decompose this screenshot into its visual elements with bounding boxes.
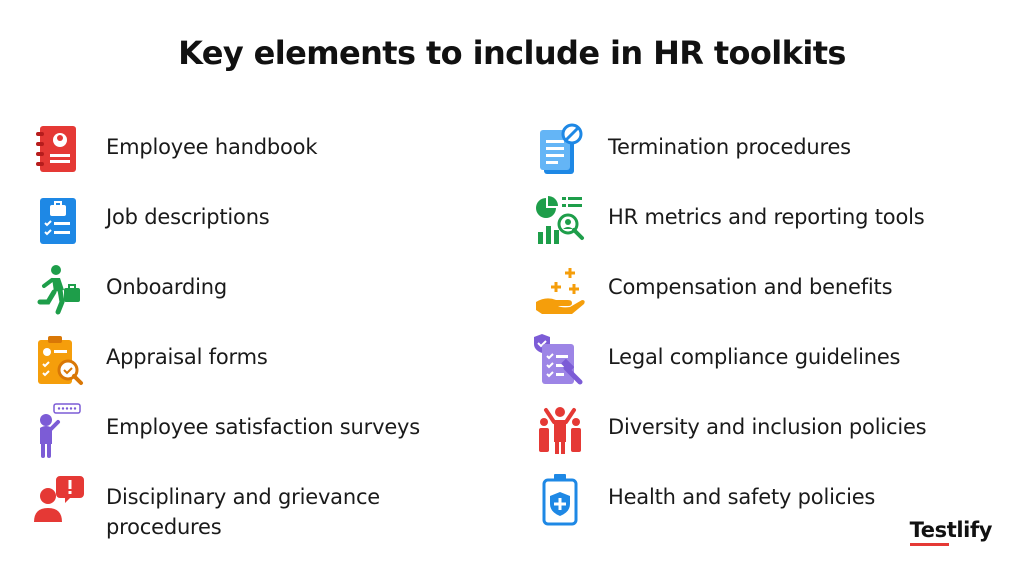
item-label: Diversity and inclusion policies (608, 415, 927, 439)
item-label: Health and safety policies (608, 485, 876, 509)
survey-person-icon (30, 402, 86, 458)
grievance-alert-icon (30, 472, 86, 528)
handbook-icon (30, 122, 86, 178)
compliance-checklist-icon (532, 332, 588, 388)
onboarding-runner-icon (30, 262, 86, 318)
item-label: HR metrics and reporting tools (608, 205, 925, 229)
item-label: Employee satisfaction surveys (106, 415, 421, 439)
item-label: Appraisal forms (106, 345, 268, 369)
termination-document-icon (532, 122, 588, 178)
job-description-icon (30, 192, 86, 248)
item-label: Termination procedures (608, 135, 851, 159)
item-label: Onboarding (106, 275, 227, 299)
item-label: Employee handbook (106, 135, 318, 159)
item-label: Job descriptions (106, 205, 270, 229)
compensation-hand-icon (532, 262, 588, 318)
item-label: Disciplinary and grievance procedures (106, 485, 381, 539)
appraisal-clipboard-icon (30, 332, 86, 388)
diversity-group-icon (532, 402, 588, 458)
logo-text: Testlify (909, 518, 992, 542)
health-safety-icon (532, 472, 588, 528)
item-label: Legal compliance guidelines (608, 345, 901, 369)
page-title: Key elements to include in HR toolkits (178, 34, 846, 72)
testlify-logo (910, 518, 992, 542)
metrics-report-icon (532, 192, 588, 248)
logo-underline (910, 543, 950, 546)
item-label: Compensation and benefits (608, 275, 893, 299)
